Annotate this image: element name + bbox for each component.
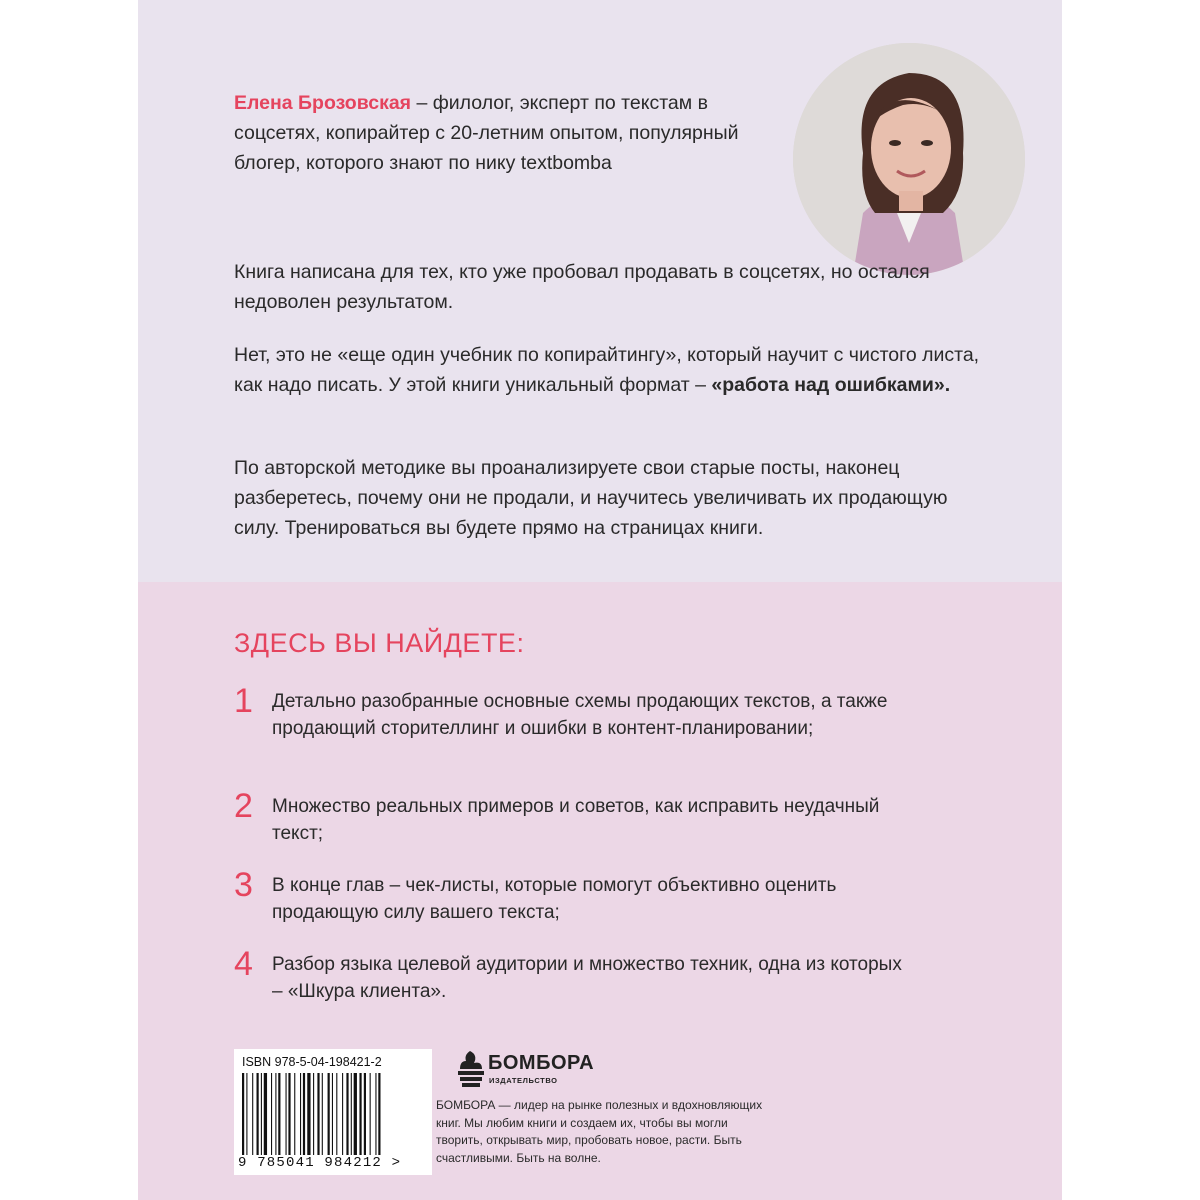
barcode [234, 1049, 432, 1175]
list-item-text: В конце глав – чек-листы, которые помогут объективно оценить продающую силу вашего текста; [272, 875, 837, 923]
format-bold-text: «работа над ошибками». [711, 374, 951, 396]
list-item-number: 4 [234, 945, 253, 983]
barcode-bars [242, 1073, 424, 1155]
author-portrait-image [793, 43, 1025, 275]
barcode-digits: 9 785041 984212 > [238, 1155, 402, 1171]
list-item-number: 1 [234, 682, 253, 720]
list-item-number: 3 [234, 866, 253, 904]
author-bio [234, 88, 794, 178]
author-bio-text: – филолог, эксперт по текстам в соцсетях, копирайтер с 20-летним опытом, популярный блогер, которого знают по нику textbomba [234, 92, 739, 174]
isbn-label: ISBN 978-5-04-198421-2 [242, 1055, 382, 1069]
find-heading: ЗДЕСЬ ВЫ НАЙДЕТЕ: [234, 628, 525, 658]
publisher-blurb: БОМБОРА — лидер на рынке полезных и вдохновляющих книг. Мы любим книги и создаем их, чтобы вы могли творить, открывать мир, пробовать новое, расти. Быть счастливыми. Быть на волне. [436, 1098, 763, 1165]
format-paragraph [234, 340, 994, 400]
list-item-text: Детально разобранные основные схемы продающих текстов, а также продающий сторителлинг и ошибки в контент-планировании; [272, 691, 888, 739]
book-back-cover [138, 0, 1062, 1200]
publisher-name: БОМБОРА [488, 1052, 595, 1074]
publisher-logo [456, 1049, 595, 1096]
list-item-text: Множество реальных примеров и советов, как исправить неудачный текст; [272, 796, 880, 844]
publisher-logo-icon [456, 1049, 486, 1091]
publisher-subtitle: ИЗДАТЕЛЬСТВО [489, 1076, 558, 1085]
top-section [138, 0, 1062, 582]
format-intro-text: Нет, это не «еще один учебник по копирайтингу», который научит с чистого листа, как надо писать. У этой книги уникальный формат – [234, 344, 980, 396]
list-item-text: Разбор языка целевой аудитории и множество техник, одна из которых – «Шкура клиента». [272, 954, 902, 1002]
author-name: Елена Брозовская [234, 92, 412, 114]
method-paragraph: По авторской методике вы проанализируете свои старые посты, наконец разберетесь, почему они не продали, и научитесь увеличивать их продающую силу. Тренироваться вы будете прямо на страницах книги. [234, 457, 948, 539]
author-photo [793, 43, 1025, 275]
intro-paragraph: Книга написана для тех, кто уже пробовал продавать в соцсетях, но остался недоволен результатом. [234, 261, 930, 313]
list-item-number: 2 [234, 787, 253, 825]
